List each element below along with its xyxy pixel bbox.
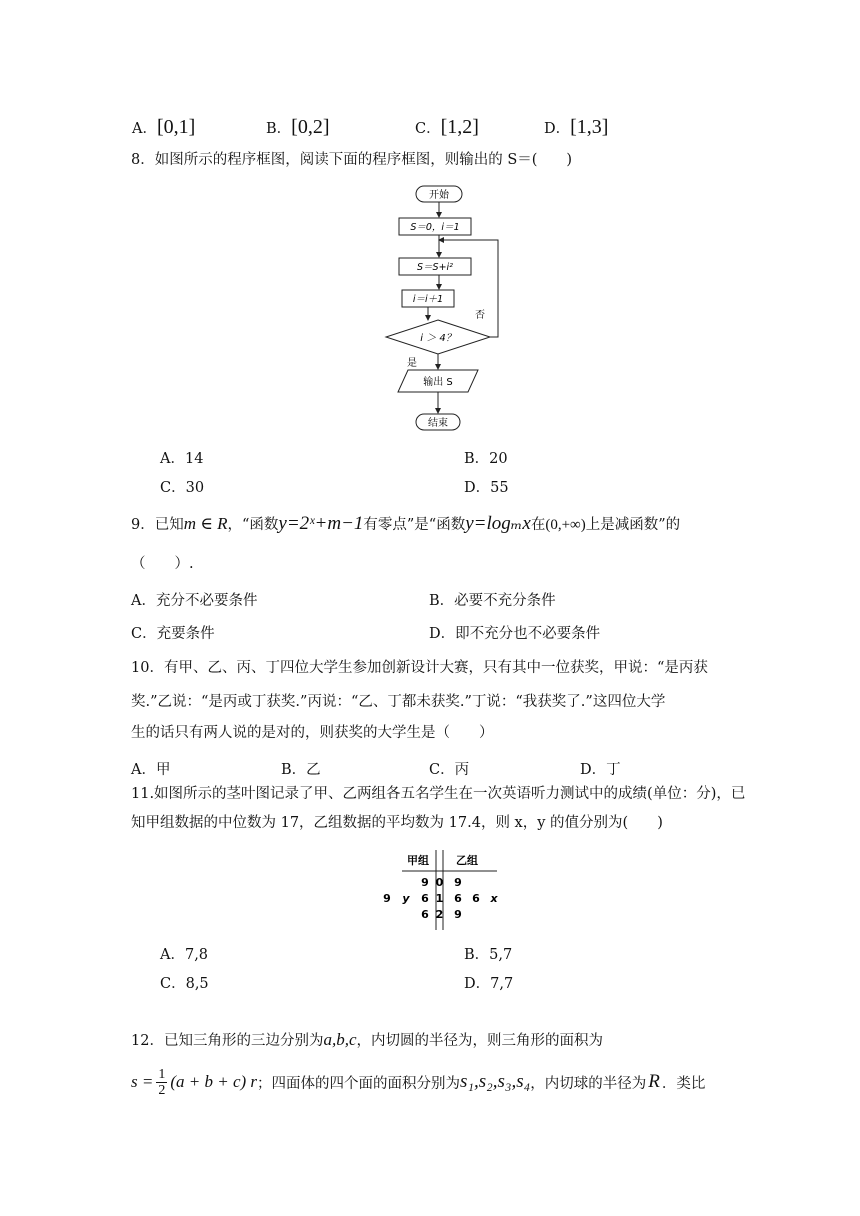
stemleaf-header-right: 乙组 bbox=[456, 854, 478, 867]
q7-option-a: A．[0,1] bbox=[132, 116, 196, 138]
q9-option-c: C．充要条件 bbox=[131, 626, 215, 642]
q10-option-a: A．甲 bbox=[131, 762, 171, 778]
q9-tail: （ ）. bbox=[131, 556, 194, 572]
stemleaf-r1-right-1: 6 bbox=[472, 892, 480, 905]
q9-option-a: A．充分不必要条件 bbox=[131, 593, 258, 609]
stemleaf-r1-left-0: 9 bbox=[383, 892, 391, 905]
flow-start-label: 开始 bbox=[429, 190, 449, 201]
q12-formula-s: s = bbox=[131, 1072, 154, 1091]
q8-option-a: A．14 bbox=[160, 451, 204, 467]
q8-option-d: D．55 bbox=[464, 480, 509, 496]
q8-stem: 8．如图所示的程序框图，阅读下面的程序框图，则输出的 S＝( ) bbox=[131, 152, 573, 168]
q12-radius: R bbox=[648, 1071, 660, 1092]
q12-line-2c: ．类比 bbox=[661, 1075, 706, 1092]
flow-no-label: 否 bbox=[475, 310, 485, 321]
q11-line-1: 11.如图所示的茎叶图记录了甲、乙两组各五名学生在一次英语听力测试中的成绩(单位：分)，已 bbox=[131, 786, 746, 802]
q10-option-d: D．丁 bbox=[580, 762, 621, 778]
q9-option-d: D．即不充分也不必要条件 bbox=[429, 626, 601, 642]
stemleaf-r0-left-0: 9 bbox=[421, 876, 429, 889]
flow-init-label: S＝0，i＝1 bbox=[410, 222, 460, 233]
flow-decision-label: i ＞ 4？ bbox=[420, 333, 456, 344]
q11-option-b: B．5,7 bbox=[464, 947, 513, 963]
stemleaf-r1-stem: 1 bbox=[435, 892, 444, 905]
q12-line-1: 12．已知三角形的三边分别为a,b,c，内切圆的半径为，则三角形的面积为 bbox=[131, 1030, 603, 1049]
q8-option-b: B．20 bbox=[464, 451, 508, 467]
flow-yes-label: 是 bbox=[407, 358, 417, 369]
stemleaf-r0-stem: 0 bbox=[435, 876, 444, 889]
q12-line-2b: ，内切球的半径为 bbox=[530, 1075, 647, 1092]
q9-option-b: B．必要不充分条件 bbox=[429, 593, 556, 609]
stemleaf-r1-right-0: 6 bbox=[454, 892, 462, 905]
stemleaf-r2-left-0: 6 bbox=[421, 908, 429, 921]
q11-option-c: C．8,5 bbox=[160, 976, 209, 992]
q7-option-c: C．[1,2] bbox=[415, 116, 479, 138]
q11-stem-leaf-plot bbox=[375, 850, 505, 930]
flow-increment-label: i＝i＋1 bbox=[412, 294, 444, 305]
q12-formula-rest: (a + b + c) r bbox=[170, 1072, 258, 1091]
q12-faces: s₁,s₂,s₃,s₄ bbox=[460, 1071, 531, 1092]
q10-line-2: 奖.”乙说：“是丙或丁获奖.”丙说：“乙、丁都未获奖.”丁说：“我获奖了.”这四位大学 bbox=[131, 694, 666, 710]
flow-output-label: 输出 S bbox=[423, 377, 453, 388]
q10-option-c: C．丙 bbox=[429, 762, 470, 778]
q12-frac-num: 1 bbox=[158, 1066, 166, 1082]
flow-update-label: S＝S+i² bbox=[417, 262, 453, 273]
q7-option-d: D．[1,3] bbox=[544, 116, 609, 138]
q10-line-3: 生的话只有两人说的是对的，则获奖的大学生是（ ） bbox=[131, 725, 494, 741]
flow-end-label: 结束 bbox=[428, 418, 448, 429]
q12-frac-den: 2 bbox=[158, 1082, 166, 1098]
stemleaf-r2-stem: 2 bbox=[435, 908, 444, 921]
q11-option-d: D．7,7 bbox=[464, 976, 514, 992]
q12-line-2a: ；四面体的四个面的面积分别为 bbox=[257, 1075, 461, 1092]
q8-option-c: C．30 bbox=[160, 480, 205, 496]
stemleaf-r0-right-0: 9 bbox=[454, 876, 462, 889]
q12-line-2 bbox=[131, 1062, 705, 1102]
stemleaf-r2-right-0: 9 bbox=[454, 908, 462, 921]
q10-option-b: B．乙 bbox=[281, 762, 321, 778]
stemleaf-header-left: 甲组 bbox=[407, 854, 429, 867]
q10-line-1: 10．有甲、乙、丙、丁四位大学生参加创新设计大赛，只有其中一位获奖，甲说：“是丙获 bbox=[131, 660, 708, 676]
q9-stem: 9．已知m ∈ R，“函数y=2ˣ+m−1有零点”是“函数y=logₘx在(0,+∞)上是减函数”的 bbox=[131, 513, 681, 534]
stemleaf-r1-right-2: x bbox=[490, 892, 498, 905]
q12-fraction bbox=[156, 1067, 167, 1098]
stemleaf-r1-left-2: 6 bbox=[421, 892, 429, 905]
q7-option-b: B．[0,2] bbox=[266, 116, 330, 138]
stemleaf-r1-left-1: y bbox=[402, 892, 410, 905]
q11-line-2: 知甲组数据的中位数为 17，乙组数据的平均数为 17.4，则 x，y 的值分别为( ) bbox=[131, 815, 663, 831]
q11-option-a: A．7,8 bbox=[160, 947, 209, 963]
q8-flowchart bbox=[380, 180, 520, 436]
